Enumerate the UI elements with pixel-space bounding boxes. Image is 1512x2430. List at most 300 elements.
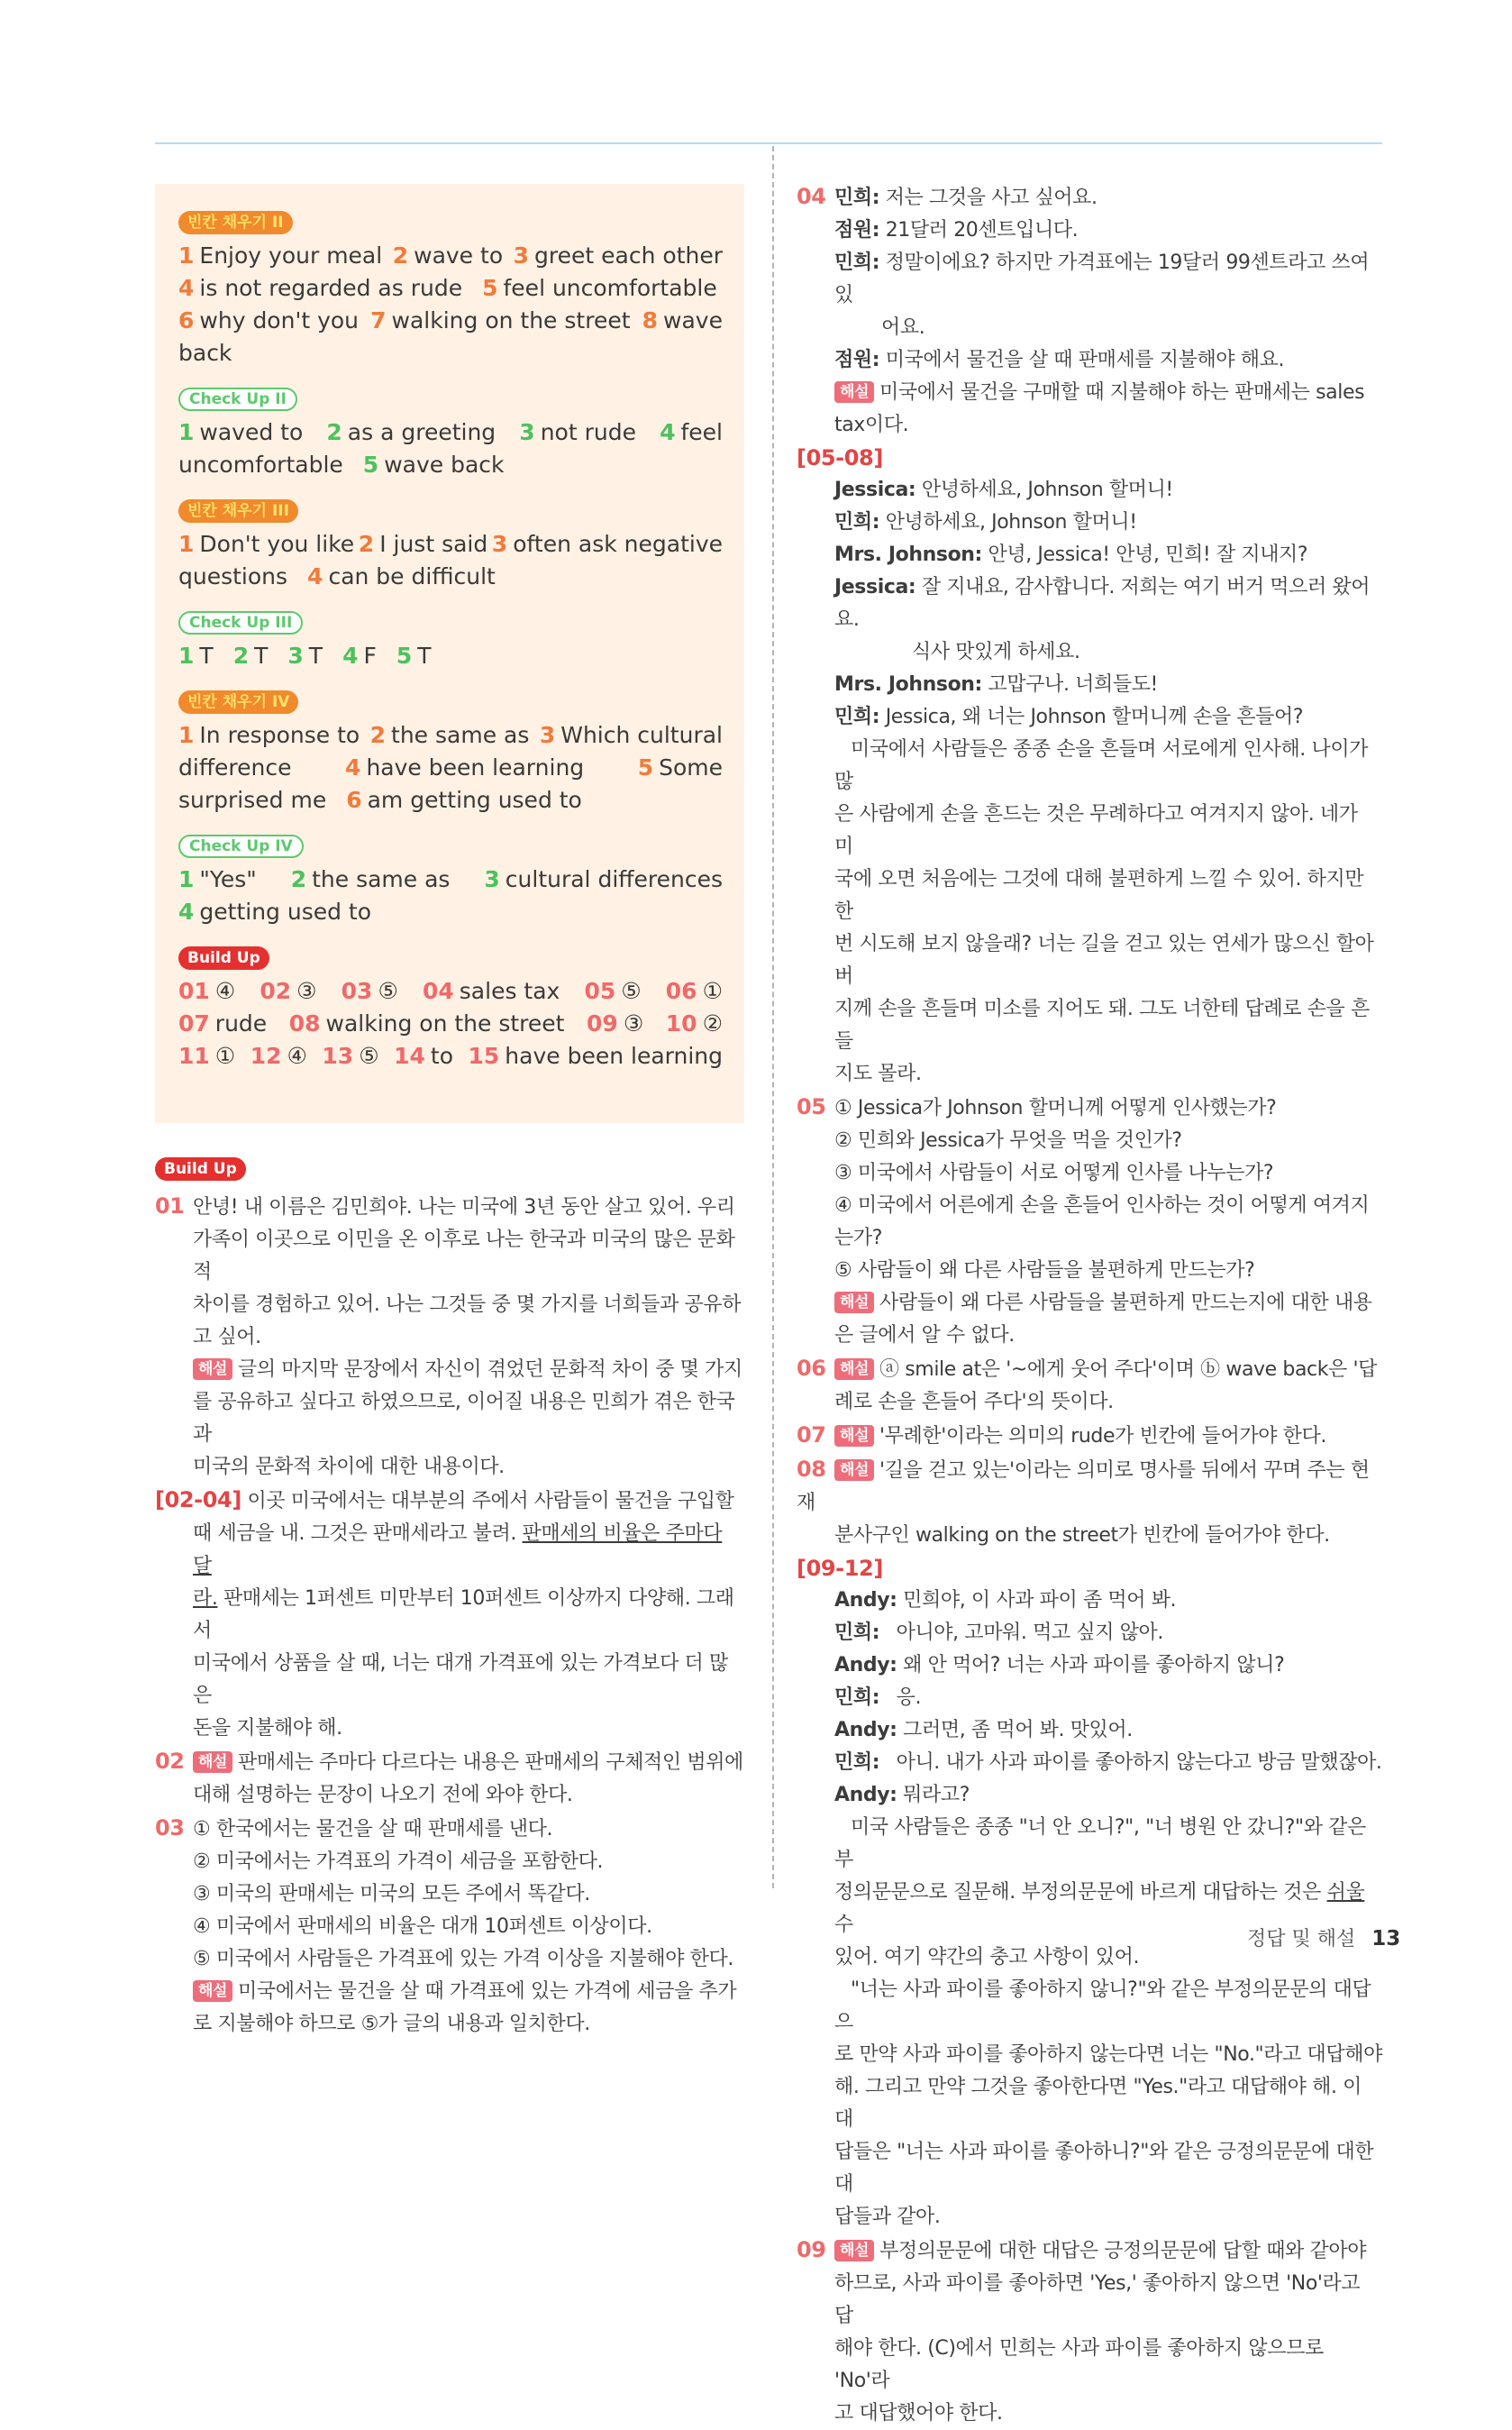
speaker: Andy:: [834, 1654, 897, 1676]
answer-number: 4: [307, 563, 323, 589]
explanation-tag: 해설: [193, 1358, 232, 1380]
answer-item: [492, 528, 723, 561]
answers-body: [178, 640, 723, 672]
option: ④ 미국에서 어른에게 손을 흔들어 인사하는 것이 어떻게 여겨지는가?: [834, 1194, 1370, 1249]
text: 사람들이 왜 다른 사람들을 불편하게 만드는지에 대한 내용: [879, 1292, 1372, 1314]
answer-item: [363, 449, 505, 481]
speech: 안녕, Jessica! 안녕, 민희! 잘 지내지?: [988, 544, 1308, 566]
answer-number: 1: [178, 531, 195, 557]
answers-body: [178, 240, 723, 370]
answer-item: [587, 1008, 643, 1040]
answer-row: [178, 863, 723, 896]
text: 부정의문문에 대한 대답은 긍정의문문에 답할 때와 같아야: [879, 2240, 1367, 2262]
answer-item: [342, 640, 377, 672]
answer-text: to: [430, 1043, 454, 1069]
answer-row: [178, 784, 723, 817]
q06: [797, 1352, 1382, 1419]
text-line: 미국의 문화적 차이에 대한 내용이다.: [193, 1456, 505, 1478]
answer-text: Some: [659, 754, 723, 781]
dialog-line: [834, 571, 1382, 636]
option: ⑤ 미국에서 사람들은 가격표에 있는 가격 이상을 지불해야 한다.: [193, 1948, 733, 1970]
option: ① 한국에서는 물건을 살 때 판매세를 낸다.: [193, 1818, 553, 1841]
q-number: 02: [155, 1749, 185, 1774]
text-line: 미국에서 상품을 살 때, 너는 대개 가격표에 있는 가격보다 더 많은: [193, 1652, 728, 1707]
text-line: 분사구인 walking on the street가 빈칸에 들어가야 한다.: [834, 1524, 1330, 1547]
explanation-tag: 해설: [834, 2240, 874, 2261]
dialog-line: [834, 1617, 1382, 1649]
text-line: 은 사람에게 손을 흔드는 것은 무례하다고 여겨지지 않아. 네가 미: [834, 803, 1358, 858]
explanation-line: [155, 1976, 744, 2008]
dialog-line: [834, 669, 1382, 701]
page-number: 13: [1371, 1927, 1401, 1950]
answer-number: 4: [178, 275, 195, 301]
answer-number: 13: [322, 1043, 354, 1069]
answer-item: [540, 719, 723, 752]
speech: Jessica, 왜 너는 Johnson 할머니께 손을 흔들어?: [885, 706, 1304, 728]
answer-number: 7: [370, 307, 387, 333]
right-explanations: [797, 180, 1382, 2430]
answers-build-up: [178, 945, 723, 1073]
text-line: 례로 손을 흔들어 주다'의 뜻이다.: [834, 1391, 1114, 1413]
text-line: 안녕! 내 이름은 김민희야. 나는 미국에 3년 동안 살고 있어. 우리: [193, 1196, 735, 1219]
answer-text: feel: [680, 419, 723, 445]
answer-item: [178, 784, 326, 817]
answer-number: 5: [482, 275, 498, 301]
answers-blank-3: [178, 498, 723, 593]
text-line: 답들은 "너는 사과 파이를 좋아하니?"와 같은 긍정의문문에 대한 대: [834, 2141, 1374, 2196]
dialog-line: [797, 247, 1382, 312]
answer-item: [250, 1040, 307, 1073]
dialog-line: [834, 636, 1382, 669]
speech: 민희야, 이 사과 파이 좀 먹어 봐.: [903, 1589, 1177, 1612]
badge: 빈칸 채우기 IV: [178, 690, 298, 714]
answer-text: difference: [178, 754, 292, 781]
text-line: 해. 그리고 만약 그것을 좋아한다면 "Yes."라고 대답해야 해. 이 대: [834, 2076, 1362, 2131]
answer-item: [178, 272, 462, 305]
q08: [797, 1453, 1382, 1552]
text-line: 로 만약 사과 파이를 좋아하지 않는다면 너는 "No."라고 대답해야: [834, 2043, 1382, 2066]
underlined-text: 판매세의 비율은 주마다 달: [193, 1522, 723, 1577]
explanation-tag: 해설: [834, 1459, 874, 1481]
answer-number: 4: [345, 754, 361, 781]
answer-item: [469, 1040, 724, 1073]
answer-item: [393, 240, 503, 272]
answer-number: 05: [584, 978, 616, 1004]
speaker: Jessica:: [834, 576, 916, 598]
dialog-line: [834, 1682, 1382, 1714]
answer-text: F: [363, 643, 377, 669]
answer-number: 09: [587, 1010, 618, 1037]
top-rule: [155, 142, 1382, 144]
answer-number: 3: [519, 419, 535, 445]
build-up-badge: Build Up: [155, 1157, 246, 1181]
q-number: 09: [797, 2237, 826, 2262]
answer-item: [260, 975, 316, 1008]
answer-item: [482, 272, 717, 305]
answer-number: 3: [287, 643, 304, 669]
text: '무례한'이라는 의미의 rude가 빈칸에 들어가야 한다.: [879, 1425, 1326, 1448]
text-line: 해야 한다. (C)에서 민희는 사과 파이를 좋아하지 않으므로 'No'라: [834, 2337, 1324, 2392]
answer-text: back: [178, 340, 232, 366]
answer-text: greet each other: [534, 242, 723, 269]
text-line: 를 공유하고 싶다고 하였으므로, 이어질 내용은 민희가 겪은 한국과: [193, 1391, 735, 1446]
q01: [155, 1190, 744, 1484]
speech: 고맙구나. 너희들도!: [988, 673, 1158, 696]
q-number: 05: [797, 1094, 826, 1119]
dialog-line: [834, 539, 1382, 571]
speech: 응.: [896, 1686, 922, 1709]
answer-item: [666, 975, 723, 1008]
answer-text: wave: [663, 307, 723, 333]
answer-item: [178, 975, 235, 1008]
answer-number: 3: [491, 531, 508, 557]
answer-number: 01: [178, 978, 210, 1004]
speech: 안녕하세요, Johnson 할머니!: [885, 511, 1137, 534]
answer-item: [342, 975, 398, 1008]
answer-item: [178, 561, 287, 593]
answer-text: sales tax: [459, 978, 560, 1004]
q02-04-passage: [155, 1484, 744, 1745]
answer-row: [178, 1008, 723, 1040]
explanation-tag: 해설: [834, 1425, 874, 1447]
dialog-line: [797, 180, 1382, 215]
underlined-text: 라.: [193, 1587, 218, 1610]
answer-number: 12: [250, 1043, 282, 1069]
answer-item: [519, 416, 636, 449]
range-label: [02-04]: [155, 1487, 241, 1512]
answer-number: 2: [290, 866, 307, 892]
answer-text: feel uncomfortable: [503, 275, 717, 301]
answer-item: [359, 528, 487, 561]
text-line: 로 지불해야 하므로 ⑤가 글의 내용과 일치한다.: [193, 2013, 590, 2035]
answer-text: often ask negative: [513, 531, 723, 557]
answer-item: [660, 416, 723, 449]
answer-item: [287, 640, 323, 672]
answer-row: [178, 640, 723, 672]
answer-number: 8: [642, 307, 659, 333]
speech: 안녕하세요, Johnson 할머니!: [921, 479, 1173, 501]
answers-checkup-4: [178, 833, 723, 928]
answer-text: walking on the street: [325, 1010, 565, 1037]
answer-number: 07: [178, 1010, 210, 1037]
answer-item: [345, 752, 584, 784]
answer-text: not rude: [540, 419, 636, 445]
text-line: 차이를 경험하고 있어. 나는 그것들 중 몇 가지를 너희들과 공유하: [193, 1293, 742, 1316]
answer-text: have been learning: [366, 754, 585, 781]
answer-item: [178, 528, 354, 561]
page-footer: [1247, 1923, 1400, 1951]
text-line: [155, 1518, 744, 1583]
answers-blank-4: [178, 689, 723, 817]
answer-number: 4: [660, 419, 676, 445]
answer-text: ⑤: [359, 1043, 379, 1069]
answer-number: 6: [178, 307, 195, 333]
q-number: 04: [797, 184, 826, 209]
answer-text: questions: [178, 563, 288, 589]
answer-item: [484, 863, 723, 896]
badge: Check Up II: [178, 388, 297, 411]
answers-blank-2: [178, 209, 723, 370]
answer-item: [394, 1040, 453, 1073]
explanation-tag: 해설: [834, 1292, 874, 1313]
answer-item: [370, 305, 630, 337]
answer-number: 6: [346, 787, 362, 813]
text-line: 대해 설명하는 문장이 나오기 전에 와야 한다.: [193, 1784, 573, 1806]
answer-item: [346, 784, 582, 817]
answer-text: ②: [702, 1010, 723, 1037]
answer-row: [178, 337, 723, 370]
answer-number: 10: [665, 1010, 697, 1037]
answer-item: [178, 752, 292, 784]
underlined-text: 쉬울: [1326, 1881, 1365, 1904]
answer-text: In response to: [199, 722, 360, 748]
answer-item: [178, 449, 343, 481]
answer-text: the same as: [391, 722, 530, 748]
answer-text: ①: [214, 1043, 236, 1069]
dialog-line: [834, 701, 1382, 734]
speaker: Andy:: [834, 1719, 897, 1741]
answer-number: 5: [396, 643, 413, 669]
explanation-line: [797, 1287, 1382, 1320]
speech: 아니. 내가 사과 파이를 좋아하지 않는다고 방금 말했잖아.: [896, 1751, 1382, 1774]
answer-item: [638, 752, 723, 784]
answer-number: 2: [326, 419, 342, 445]
text: 때 세금을 내. 그것은 판매세라고 불려.: [193, 1522, 523, 1545]
text-line: 고 싶어.: [193, 1326, 261, 1348]
text: 미국에서는 물건을 살 때 가격표에 있는 가격에 세금을 추가: [238, 1980, 737, 2003]
answer-item: [326, 416, 496, 449]
text-line: 미국 사람들은 종종 "너 안 오니?", "너 병원 안 갔니?"와 같은 부: [834, 1816, 1366, 1871]
answer-text: Don't you like: [199, 531, 355, 557]
answer-number: 2: [369, 722, 387, 748]
answer-text: waved to: [199, 419, 304, 445]
answer-text: is not regarded as rude: [199, 275, 463, 301]
text-line: 가족이 이곳으로 이민을 온 이후로 나는 한국과 미국의 많은 문화적: [193, 1229, 735, 1284]
dialog-line: [797, 215, 1382, 247]
speech: 식사 맛있게 하세요.: [912, 641, 1080, 663]
answer-row: [178, 1040, 723, 1073]
answers-body: [178, 528, 723, 593]
speaker: 민희:: [834, 1622, 880, 1644]
text: '길을 걷고 있는'이라는 의미로 명사를 뒤에서 꾸며 주는 현재: [797, 1459, 1370, 1514]
text: ⓐ smile at은 '~에게 웃어 주다'이며 ⓑ wave back은 '답: [879, 1358, 1378, 1381]
speech: 왜 안 먹어? 너는 사과 파이를 좋아하지 않니?: [903, 1654, 1285, 1676]
answer-number: 2: [392, 242, 409, 269]
speaker: 민희:: [834, 706, 880, 728]
option: ④ 미국에서 판매세의 비율은 대개 10퍼센트 이상이다.: [193, 1915, 652, 1938]
q-number: 06: [797, 1356, 826, 1381]
option: ⑤ 사람들이 왜 다른 사람들을 불편하게 만드는가?: [834, 1259, 1255, 1282]
q-number: 01: [155, 1193, 185, 1219]
explanation-tag: 해설: [193, 1980, 232, 2002]
text-line: 답들과 같아.: [834, 2206, 941, 2228]
answer-text: as a greeting: [347, 419, 496, 445]
text-line: "너는 사과 파이를 좋아하지 않니?"와 같은 부정의문문의 대답으: [834, 1978, 1371, 2033]
answer-text: cultural differences: [505, 866, 723, 892]
answer-item: [642, 305, 723, 337]
text: 수: [834, 1914, 853, 1936]
speaker: Andy:: [834, 1784, 897, 1806]
badge: Build Up: [178, 946, 269, 970]
answer-number: 3: [539, 722, 556, 748]
answer-text: ④: [214, 978, 236, 1004]
explanation-tag: 해설: [834, 1358, 874, 1380]
answer-item: [307, 561, 496, 593]
answer-text: can be difficult: [328, 563, 496, 589]
answer-number: 1: [178, 242, 195, 269]
answer-text: Enjoy your meal: [199, 242, 383, 269]
explanation-line: [797, 377, 1382, 409]
text-line: 국에 오면 처음에는 그것에 대해 불편하게 느낄 수 있어. 하지만 한: [834, 868, 1364, 923]
answer-number: 1: [178, 419, 195, 445]
answer-row: [178, 240, 723, 272]
answer-item: [178, 240, 382, 272]
answer-row: [178, 975, 723, 1008]
answer-number: 4: [178, 899, 195, 925]
answer-item: [178, 416, 303, 449]
answer-number: 3: [484, 866, 500, 892]
answer-row: [178, 896, 723, 928]
answer-item: [370, 719, 530, 752]
answer-number: 04: [422, 978, 454, 1004]
explanation-tag: 해설: [834, 381, 874, 403]
text: 정의문문으로 질문해. 부정의문문에 바르게 대답하는 것은: [834, 1881, 1327, 1904]
badge: 빈칸 채우기 III: [178, 499, 298, 523]
answer-item: [666, 1008, 723, 1040]
dialog-line: [834, 1585, 1382, 1617]
answer-number: 5: [637, 754, 654, 781]
speech: 21달러 20센트입니다.: [885, 219, 1079, 242]
answer-number: 03: [341, 978, 373, 1004]
answer-item: [178, 1008, 267, 1040]
badge: Check Up III: [178, 611, 303, 635]
speaker: Andy:: [834, 1589, 897, 1612]
text-line: 고 대답했어야 한다.: [834, 2402, 1003, 2425]
answers-body: [178, 863, 723, 928]
text: 미국에서 물건을 구매할 때 지불해야 하는 판매세는 sales: [879, 381, 1365, 404]
text: 이곳 미국에서는 대부분의 주에서 사람들이 물건을 구입할: [247, 1490, 734, 1512]
speaker: 점원:: [834, 219, 880, 242]
answer-row: [178, 528, 723, 561]
text-line: 지도 몰라.: [834, 1063, 922, 1085]
answer-number: 08: [288, 1010, 321, 1037]
speech: 잘 지내요, 감사합니다. 저희는 여기 버거 먹으러 왔어요.: [834, 576, 1371, 631]
answer-key-box: [155, 184, 744, 1123]
answers-body: [178, 416, 723, 481]
option: ③ 미국에서 사람들이 서로 어떻게 인사를 나누는가?: [834, 1162, 1274, 1184]
answer-text: have been learning: [505, 1043, 723, 1069]
answer-text: T: [254, 643, 269, 669]
q07: [797, 1419, 1382, 1453]
answer-number: 14: [394, 1043, 425, 1069]
q-number: 07: [797, 1422, 826, 1448]
answer-text: T: [417, 643, 432, 669]
answer-number: 1: [178, 722, 195, 748]
answer-text: ①: [702, 978, 723, 1004]
q09-12-passage: [797, 1552, 1382, 2234]
answer-text: ③: [296, 978, 317, 1004]
answer-text: T: [308, 643, 323, 669]
dialog-line: [834, 507, 1382, 539]
speaker: 민희:: [834, 1751, 880, 1774]
speaker: 민희:: [834, 251, 880, 274]
answer-row: [178, 305, 723, 337]
answer-item: [178, 896, 371, 928]
option: ① Jessica가 Johnson 할머니께 어떻게 인사했는가?: [834, 1097, 1277, 1119]
dialog-line: [797, 344, 1382, 377]
answer-text: wave back: [384, 452, 505, 478]
answers-checkup-3: [178, 609, 723, 672]
answer-row: [178, 719, 723, 752]
speaker: 민희:: [834, 1686, 880, 1709]
range-label: [05-08]: [797, 445, 883, 470]
q09: [797, 2234, 1382, 2430]
q-number: 03: [155, 1815, 185, 1841]
text-line: 돈을 지불해야 해.: [193, 1717, 342, 1740]
answer-item: [289, 1008, 565, 1040]
answer-number: 15: [468, 1043, 500, 1069]
answer-text: am getting used to: [367, 787, 582, 813]
q05-08-passage: [797, 442, 1382, 1091]
answers-body: [178, 719, 723, 817]
speech: 뭐라고?: [903, 1784, 970, 1806]
explanation-line: [155, 1354, 744, 1386]
option: ② 미국에서는 가격표의 가격이 세금을 포함한다.: [193, 1850, 604, 1873]
answer-text: why don't you: [199, 307, 360, 333]
answers-checkup-2: [178, 386, 723, 481]
answer-number: 02: [260, 978, 292, 1004]
option: ② 민희와 Jessica가 무엇을 먹을 것인가?: [834, 1129, 1182, 1152]
answer-item: [178, 337, 232, 370]
answer-row: [178, 416, 723, 449]
text-line: 은 글에서 알 수 없다.: [834, 1324, 1015, 1347]
text: 판매세는 주마다 다르다는 내용은 판매세의 구체적인 범위에: [238, 1751, 743, 1774]
speaker: Mrs. Johnson:: [834, 544, 982, 566]
answer-number: 5: [362, 452, 379, 478]
answer-row: [178, 272, 723, 305]
speech: 그러면, 좀 먹어 봐. 맛있어.: [903, 1719, 1133, 1741]
answer-number: 4: [342, 643, 359, 669]
text-line: 하므로, 사과 파이를 좋아하면 'Yes,' 좋아하지 않으면 'No'라고 답: [834, 2272, 1361, 2327]
answer-item: [514, 240, 723, 272]
text-line: [155, 1583, 744, 1648]
speech: 저는 그것을 사고 싶어요.: [885, 187, 1098, 209]
text-line: 번 시도해 보지 않을래? 너는 길을 걷고 있는 연세가 많으신 할아버: [834, 933, 1374, 988]
answer-item: [423, 975, 560, 1008]
answer-number: 06: [665, 978, 697, 1004]
answer-item: [396, 640, 432, 672]
answer-number: 3: [513, 242, 530, 269]
dialog-line: 어요.: [881, 316, 925, 339]
answer-item: [233, 640, 269, 672]
answer-text: I just said: [379, 531, 488, 557]
answer-text: surprised me: [178, 787, 327, 813]
q05: [797, 1091, 1382, 1352]
answer-row: [178, 752, 723, 784]
speaker: 점원:: [834, 349, 880, 371]
answer-item: [178, 305, 359, 337]
answer-text: ⑤: [378, 978, 398, 1004]
answer-text: the same as: [312, 866, 451, 892]
q03: [155, 1812, 744, 2041]
answer-number: 2: [358, 531, 375, 557]
answer-text: T: [199, 643, 214, 669]
dialog-line: [834, 474, 1382, 507]
q04: [797, 180, 1382, 442]
text-line: 미국에서 사람들은 종종 손을 흔들며 서로에게 인사해. 나이가 많: [834, 738, 1369, 793]
answer-item: [322, 1040, 378, 1073]
speaker: 민희:: [834, 187, 880, 209]
